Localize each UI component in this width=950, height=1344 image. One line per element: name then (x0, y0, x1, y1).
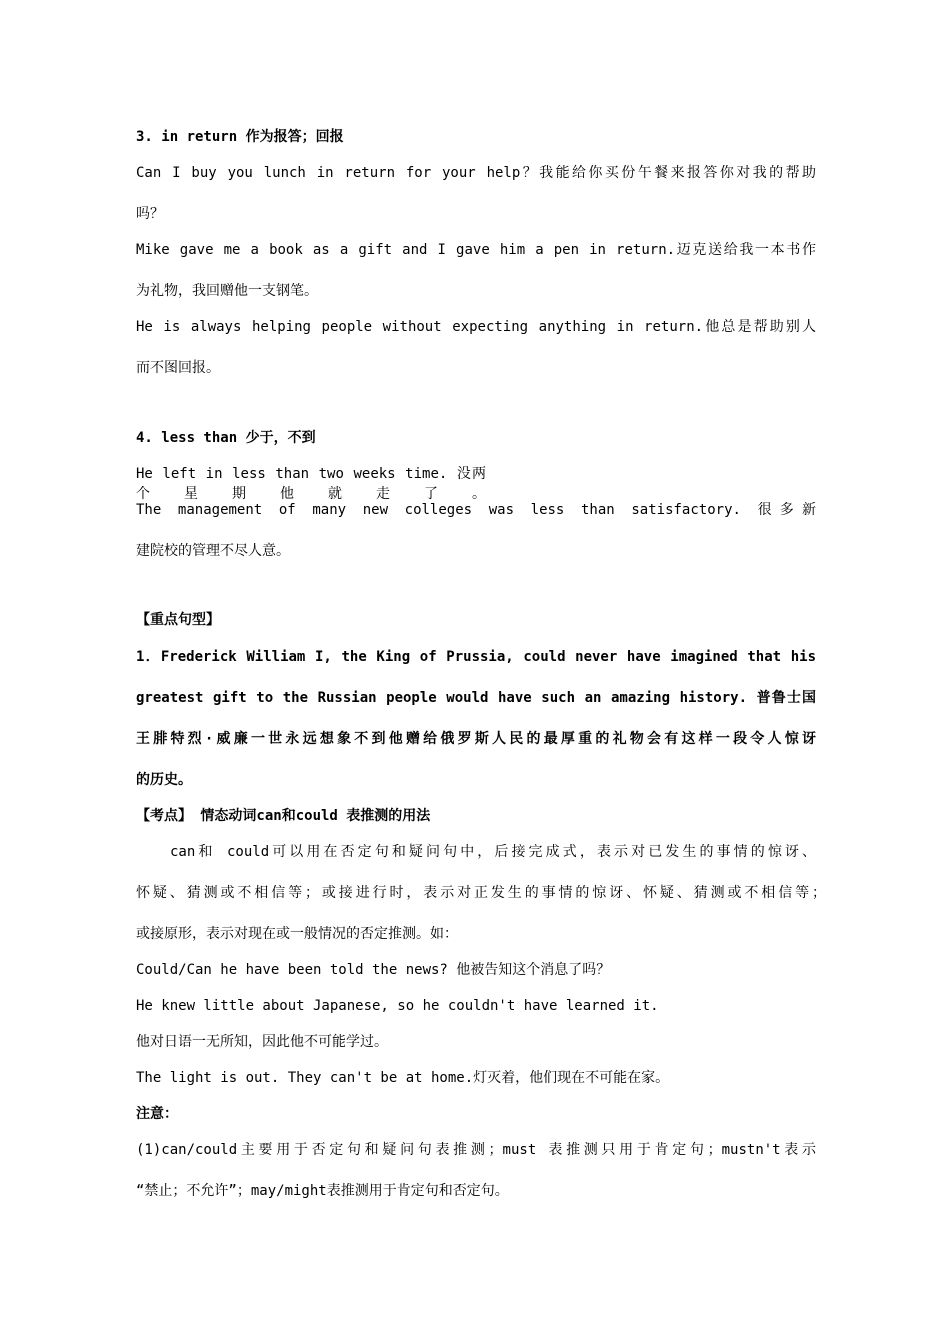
key-sentence-1-line-3: 王腓特烈·威廉一世永远想象不到他赠给俄罗斯人民的最厚重的礼物会有这样一段令人惊讶 (136, 731, 816, 747)
example-sentence-1: Could/Can he have been told the news? 他被告知这个消息了吗？ (136, 962, 611, 978)
phrase-3-example-3-line-2: 而不图回报。 (136, 360, 220, 376)
example-sentence-3: The light is out. They can't be at home.灯灭着，他们现在不可能在家。 (136, 1070, 670, 1086)
note-1-line-1: (1)can/could主要用于否定句和疑问句表推测；must 表推测只用于肯定句；mustn't表示 (136, 1142, 816, 1158)
example-sentence-2-translation: 他对日语一无所知，因此他不可能学过。 (136, 1034, 388, 1050)
phrase-3-example-2-line-2: 为礼物，我回赠他一支钢笔。 (136, 283, 318, 299)
key-sentence-1-line-1: 1．Frederick William I, the King of Prussia, could never have imagined that his (136, 649, 816, 665)
note-heading: 注意： (136, 1106, 178, 1122)
phrase-3-example-3-line-1: He is always helping people without expecting anything in return.他总是帮助别人 (136, 319, 816, 335)
phrase-4-example-1-text: He left in less than two weeks time. 没两个星期他就走了。 (136, 466, 486, 502)
phrase-3-example-1-line-2: 吗？ (136, 206, 164, 222)
phrase-3-example-1-line-1: Can I buy you lunch in return for your help？我能给你买份午餐来报答你对我的帮助 (136, 165, 816, 181)
phrase-4-example-2-line-2: 建院校的管理不尽人意。 (136, 543, 290, 559)
explanation-line-3: 或接原形，表示对现在或一般情况的否定推测。如： (136, 926, 458, 942)
explanation-line-2: 怀疑、猜测或不相信等；或接进行时，表示对正发生的事情的惊讶、怀疑、猜测或不相信等； (136, 885, 826, 901)
phrase-4-example-1 (136, 464, 676, 504)
key-sentence-1-line-2: greatest gift to the Russian people would have such an amazing history. 普鲁士国 (136, 690, 816, 706)
exam-point-heading: 【考点】 情态动词can和could 表推测的用法 (136, 808, 431, 824)
phrase-3-example-2-line-1: Mike gave me a book as a gift and I gave him a pen in return.迈克送给我一本书作 (136, 242, 816, 258)
phrase-3-heading: 3. in return 作为报答；回报 (136, 129, 344, 145)
key-sentences-heading: 【重点句型】 (136, 612, 220, 628)
phrase-4-example-2-line-1: The management of many new colleges was less than satisfactory. 很多新 (136, 502, 816, 518)
key-sentence-1-line-4: 的历史。 (136, 772, 192, 788)
example-sentence-2: He knew little about Japanese, so he couldn't have learned it. (136, 998, 659, 1014)
explanation-line-1: can和 could可以用在否定句和疑问句中，后接完成式，表示对已发生的事情的惊讶、 (170, 844, 816, 860)
phrase-4-heading: 4. less than 少于，不到 (136, 430, 316, 446)
note-1-line-2: “禁止；不允许”；may/might表推测用于肯定句和否定句。 (136, 1183, 509, 1199)
